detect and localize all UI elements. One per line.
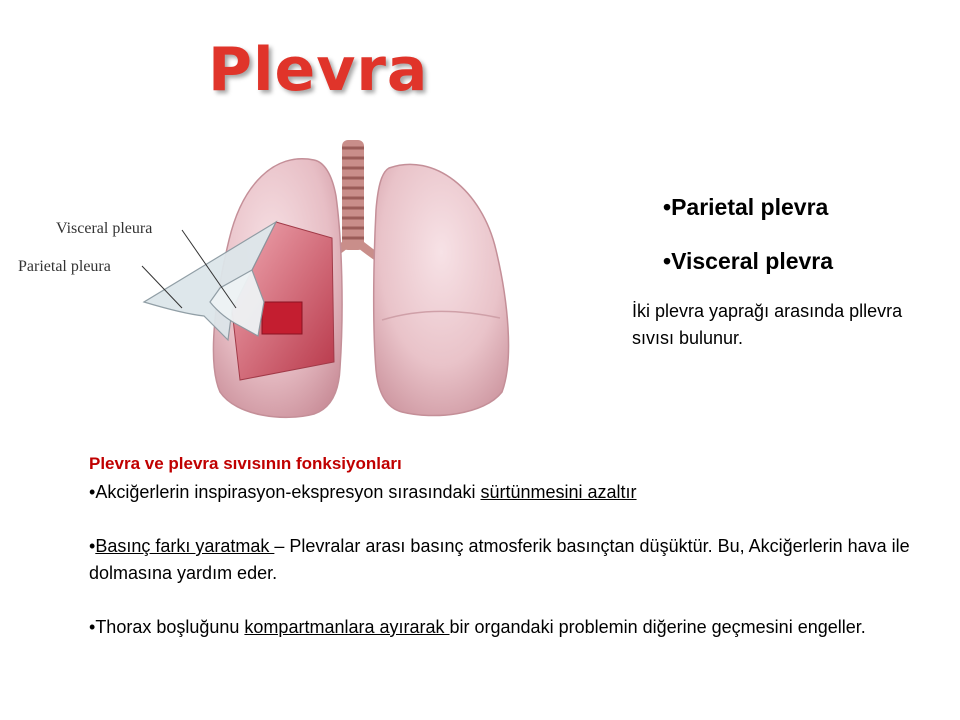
visceral-pleura-label: Visceral pleura (56, 220, 153, 237)
function-text: bir organdaki problemin diğerine geçmesini engeller. (449, 617, 866, 637)
pleura-type-text: Parietal plevra (671, 194, 829, 220)
function-emphasis: sürtünmesini azaltır (480, 482, 637, 502)
function-text: Akciğerlerin inspirasyon-ekspresyon sırasındaki (95, 482, 481, 502)
parietal-pleura-label: Parietal pleura (18, 258, 111, 275)
function-text: – Plevralar arası basınç atmosferik basınçtan düşüktür. Bu, Akciğerlerin hava ile dolmasına yardım eder. (89, 536, 910, 583)
functions-heading: Plevra ve plevra sıvısının fonksiyonları (89, 454, 402, 473)
bullet-mark: • (663, 248, 672, 274)
function-item (89, 479, 929, 506)
function-text: Thorax boşluğunu (95, 617, 245, 637)
slide-title: Plevra (208, 35, 429, 105)
function-item (89, 614, 929, 641)
pleura-type-item (663, 192, 833, 222)
function-item (89, 533, 929, 587)
bullet-mark: • (663, 194, 672, 220)
lung-diagram (14, 130, 544, 430)
pleura-type-item (663, 246, 833, 276)
bullet-mark: • (89, 617, 96, 637)
pleura-type-text: Visceral plevra (671, 248, 834, 274)
pleura-types-list (663, 192, 833, 300)
function-emphasis: kompartmanlara ayırarak (244, 617, 450, 637)
function-emphasis: Basınç farkı yaratmak (95, 536, 275, 556)
lung-pleura-illustration (14, 130, 544, 430)
right-lung (374, 164, 509, 415)
pleural-fluid-note: İki plevra yaprağı arasında pllevra sıvısı bulunur. (632, 301, 903, 348)
functions-section (89, 450, 929, 641)
bullet-mark: • (89, 536, 96, 556)
bullet-mark: • (89, 482, 96, 502)
